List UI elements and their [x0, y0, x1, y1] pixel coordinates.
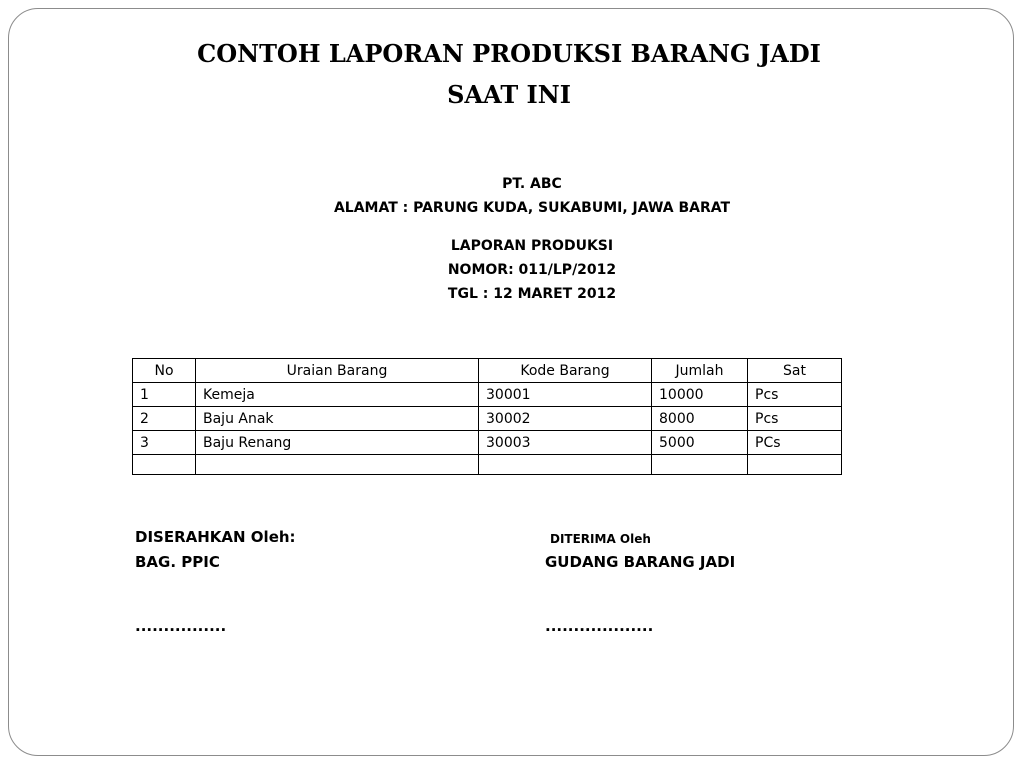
report-date: TGL : 12 MARET 2012 — [447, 286, 617, 302]
column-header-sat: Sat — [748, 359, 842, 383]
table-row — [133, 407, 842, 431]
column-header-jumlah: Jumlah — [652, 359, 748, 383]
cell-no: 3 — [133, 431, 196, 455]
table-row-empty — [133, 455, 842, 475]
table-row — [133, 431, 842, 455]
cell-sat: Pcs — [748, 407, 842, 431]
cell-sat — [748, 455, 842, 475]
column-header-uraian-barang: Uraian Barang — [196, 359, 479, 383]
cell-kode-barang: 30003 — [479, 431, 652, 455]
cell-jumlah: 5000 — [652, 431, 748, 455]
table-header-row — [133, 359, 842, 383]
company-address: ALAMAT : PARUNG KUDA, SUKABUMI, JAWA BARAT — [333, 200, 731, 216]
handover-label: DISERAHKAN Oleh: — [135, 528, 296, 546]
page-title-line-2: SAAT INI — [447, 80, 571, 109]
cell-uraian-barang: Baju Renang — [196, 431, 479, 455]
cell-kode-barang: 30001 — [479, 383, 652, 407]
cell-jumlah: 8000 — [652, 407, 748, 431]
handover-department: BAG. PPIC — [135, 553, 220, 571]
table-row — [133, 383, 842, 407]
page-title-line-1: CONTOH LAPORAN PRODUKSI BARANG JADI — [197, 39, 821, 68]
cell-jumlah: 10000 — [652, 383, 748, 407]
report-heading: LAPORAN PRODUKSI — [450, 238, 614, 254]
cell-no — [133, 455, 196, 475]
column-header-no: No — [133, 359, 196, 383]
report-number: NOMOR: 011/LP/2012 — [447, 262, 617, 278]
cell-sat: Pcs — [748, 383, 842, 407]
column-header-kode-barang: Kode Barang — [479, 359, 652, 383]
cell-no: 2 — [133, 407, 196, 431]
receiver-department: GUDANG BARANG JADI — [545, 553, 736, 571]
cell-kode-barang — [479, 455, 652, 475]
handover-signature-line: ................ — [135, 617, 227, 635]
cell-uraian-barang — [196, 455, 479, 475]
cell-kode-barang: 30002 — [479, 407, 652, 431]
receiver-signature-line: ................... — [545, 617, 654, 635]
company-name: PT. ABC — [502, 176, 562, 192]
cell-jumlah — [652, 455, 748, 475]
cell-uraian-barang: Kemeja — [196, 383, 479, 407]
cell-sat: PCs — [748, 431, 842, 455]
cell-uraian-barang: Baju Anak — [196, 407, 479, 431]
cell-no: 1 — [133, 383, 196, 407]
receiver-label: DITERIMA Oleh — [550, 532, 651, 546]
production-table — [132, 358, 842, 475]
